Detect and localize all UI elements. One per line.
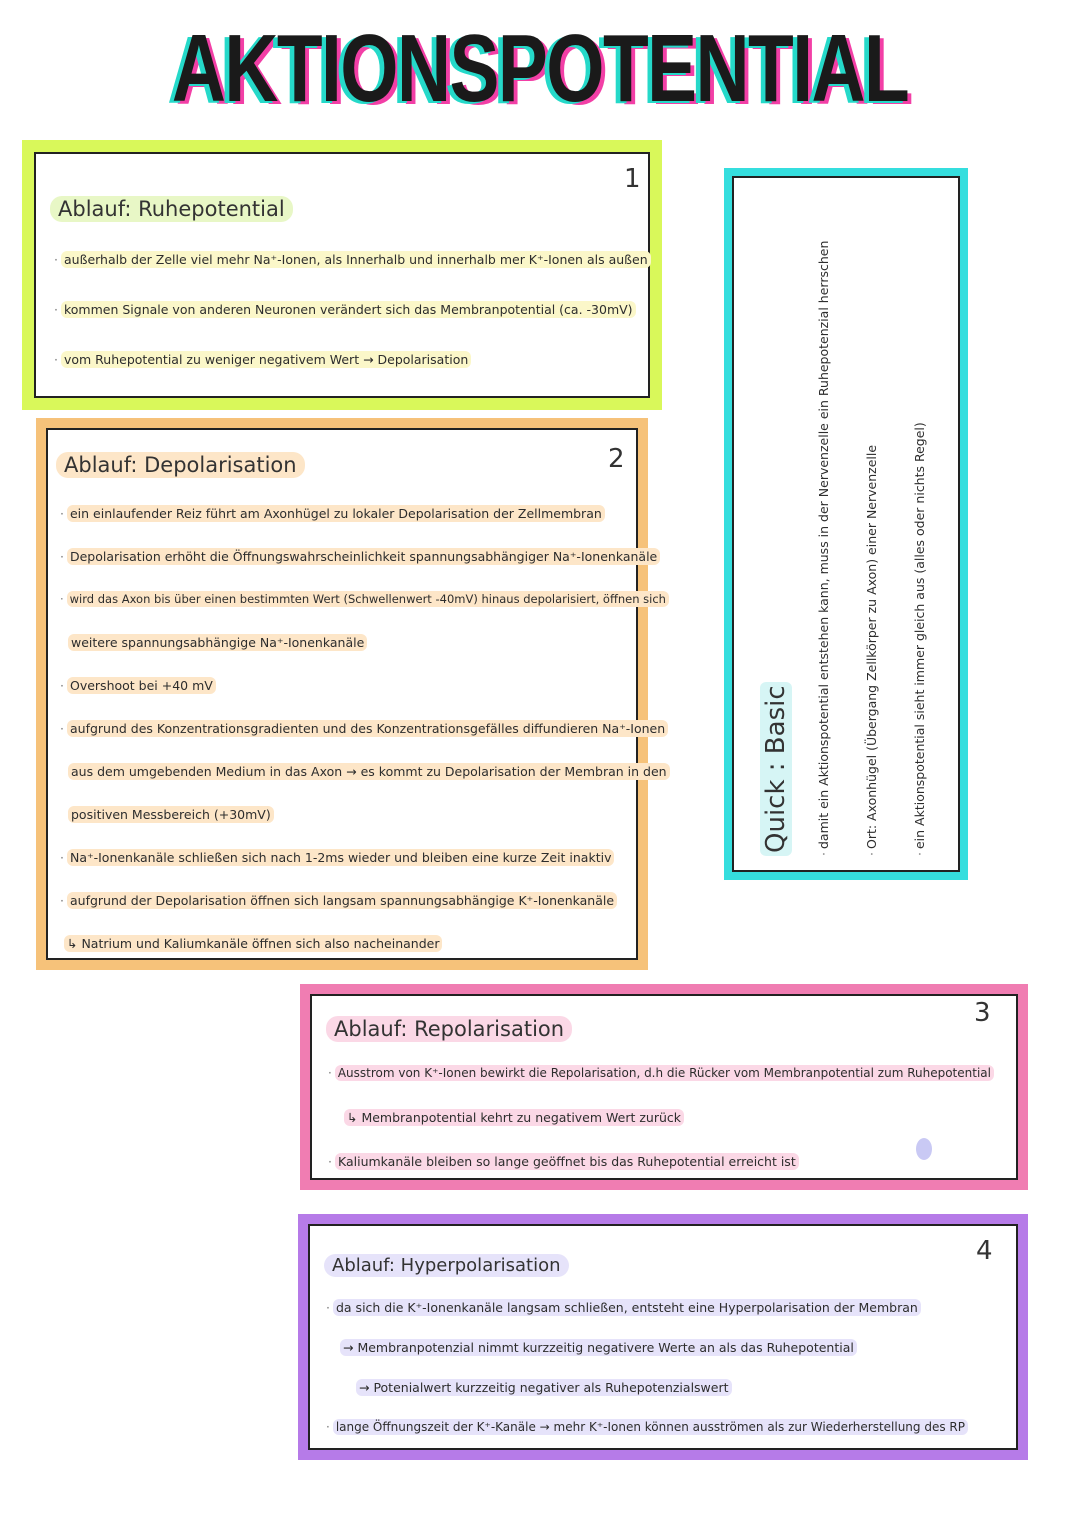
text-line: aus dem umgebenden Medium in das Axon → es kommt zu Depolarisation der Membran in den	[68, 764, 670, 779]
section-number: 3	[974, 998, 991, 1028]
text-line: · außerhalb der Zelle viel mehr Na⁺-Ionen, als Innerhalb und innerhalb mer K⁺-Ionen als außen	[54, 252, 651, 267]
text-line: → Potenialwert kurzzeitig negativer als Ruhepotenzialswert	[356, 1380, 732, 1395]
section-number: 1	[624, 164, 641, 194]
section-heading: Quick : Basic	[760, 682, 792, 856]
text-line: → Membranpotenzial nimmt kurzzeitig negativere Werte an als das Ruhepotential	[340, 1340, 857, 1355]
text-line: ·Ort: Axonhügel (Übergang Zellkörper zu Axon) einer Nervenzelle	[864, 444, 879, 856]
section-quick-basic	[724, 168, 968, 880]
text-line: · Depolarisation erhöht die Öffnungswahrscheinlichkeit spannungsabhängiger Na⁺-Ionenkanäle	[60, 549, 660, 564]
text-line: positiven Messbereich (+30mV)	[68, 807, 274, 822]
text-line: ↳ Natrium und Kaliumkanäle öffnen sich also nacheinander	[64, 936, 442, 951]
text-line: · aufgrund der Depolarisation öffnen sich langsam spannungsabhängige K⁺-Ionenkanäle	[60, 893, 617, 908]
text-line: · wird das Axon bis über einen bestimmten Wert (Schwellenwert -40mV) hinaus depolarisiert, öffnen sich	[60, 592, 669, 606]
text-line: · Na⁺-Ionenkanäle schließen sich nach 1-2ms wieder und bleiben eine kurze Zeit inaktiv	[60, 850, 614, 865]
text-line: · Ausstrom von K⁺-Ionen bewirkt die Repolarisation, d.h die Rücker vom Membranpotential zum Ruhepotential	[328, 1066, 994, 1080]
section-heading: Ablauf: Ruhepotential	[50, 196, 293, 222]
text-line: · da sich die K⁺-Ionenkanäle langsam schließen, entsteht eine Hyperpolarisation der Membran	[326, 1300, 921, 1315]
section-hyperpolarisation	[298, 1214, 1028, 1460]
text-line: · kommen Signale von anderen Neuronen verändert sich das Membranpotential (ca. -30mV)	[54, 302, 636, 317]
section-ruhepotential	[22, 140, 662, 410]
section-heading: Ablauf: Hyperpolarisation	[324, 1254, 569, 1277]
text-line: · Overshoot bei +40 mV	[60, 678, 216, 693]
text-line: weitere spannungsabhängige Na⁺-Ionenkanäle	[68, 635, 367, 650]
section-repolarisation	[300, 984, 1028, 1190]
section-depolarisation	[36, 418, 667, 970]
section-number: 2	[608, 444, 625, 474]
decorative-dot	[916, 1138, 932, 1160]
text-line: · vom Ruhepotential zu weniger negativem Wert → Depolarisation	[54, 352, 471, 367]
rotated-content	[760, 166, 980, 856]
text-line: · aufgrund des Konzentrationsgradienten und des Konzentrationsgefälles diffundieren Na⁺-Ionen	[60, 721, 668, 736]
text-line: ·ein Aktionspotential sieht immer gleich aus (alles oder nichts Regel)	[912, 422, 927, 856]
text-line: · lange Öffnungszeit der K⁺-Kanäle → mehr K⁺-Ionen können ausströmen als zur Wiederherstellung des RP	[326, 1420, 968, 1434]
text-line: ·damit ein Aktionspotential entstehen kann, muss in der Nervenzelle ein Ruhepotenzial herrschen	[816, 240, 831, 856]
text-line: · ein einlaufender Reiz führt am Axonhügel zu lokaler Depolarisation der Zellmembran	[60, 506, 605, 521]
text-line: ↳ Membranpotential kehrt zu negativem Wert zurück	[344, 1110, 684, 1125]
text-line: · Kaliumkanäle bleiben so lange geöffnet bis das Ruhepotential erreicht ist	[328, 1154, 799, 1169]
section-heading: Ablauf: Repolarisation	[326, 1016, 572, 1042]
section-number: 4	[976, 1236, 993, 1266]
section-heading: Ablauf: Depolarisation	[56, 452, 305, 478]
page-title: AKTIONSPOTENTIAL	[171, 15, 909, 122]
